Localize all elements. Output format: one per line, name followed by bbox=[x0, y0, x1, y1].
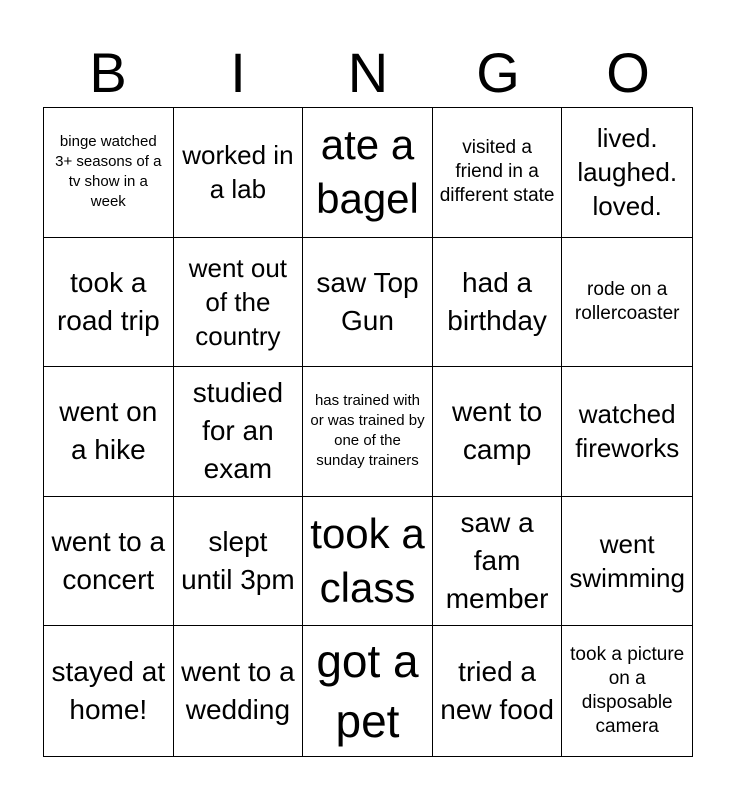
bingo-cell[interactable]: went to a wedding bbox=[174, 626, 304, 756]
header-letter-g: G bbox=[476, 41, 520, 104]
bingo-cell[interactable]: binge watched 3+ seasons of a tv show in a week bbox=[44, 108, 174, 238]
bingo-cell[interactable]: went swimming bbox=[562, 497, 692, 627]
header-letter-n: N bbox=[347, 41, 389, 104]
header-letter-o: O bbox=[606, 41, 650, 104]
bingo-cell[interactable]: stayed at home! bbox=[44, 626, 174, 756]
bingo-header bbox=[43, 40, 693, 106]
bingo-cell[interactable]: saw a fam member bbox=[433, 497, 563, 627]
bingo-cell[interactable]: took a road trip bbox=[44, 238, 174, 368]
bingo-cell[interactable]: tried a new food bbox=[433, 626, 563, 756]
bingo-cell[interactable]: studied for an exam bbox=[174, 367, 304, 497]
bingo-cell[interactable]: visited a friend in a different state bbox=[433, 108, 563, 238]
bingo-cell[interactable]: lived. laughed. loved. bbox=[562, 108, 692, 238]
bingo-cell[interactable]: went to camp bbox=[433, 367, 563, 497]
header-letter-i: I bbox=[230, 41, 246, 104]
bingo-cell[interactable]: got a pet bbox=[303, 626, 433, 756]
bingo-cell[interactable]: took a picture on a disposable camera bbox=[570, 644, 685, 738]
header-letter-b: B bbox=[89, 41, 127, 104]
bingo-cell[interactable]: has trained with or was trained by one of the sunday trainers bbox=[303, 367, 433, 497]
bingo-grid bbox=[43, 107, 693, 757]
bingo-cell[interactable]: worked in a lab bbox=[174, 108, 304, 238]
bingo-cell[interactable]: went to a concert bbox=[44, 497, 174, 627]
bingo-cell[interactable]: had a birthday bbox=[433, 238, 563, 368]
bingo-cell[interactable]: ate a bagel bbox=[303, 108, 433, 238]
bingo-cell[interactable]: slept until 3pm bbox=[174, 497, 304, 627]
bingo-cell[interactable]: rode on a rollercoaster bbox=[562, 238, 692, 368]
bingo-cell[interactable]: watched fireworks bbox=[562, 367, 692, 497]
bingo-cell[interactable]: saw Top Gun bbox=[303, 238, 433, 368]
bingo-cell[interactable]: went on a hike bbox=[44, 367, 174, 497]
bingo-cell[interactable]: took a class bbox=[303, 497, 433, 627]
bingo-cell[interactable]: went out of the country bbox=[174, 238, 304, 368]
